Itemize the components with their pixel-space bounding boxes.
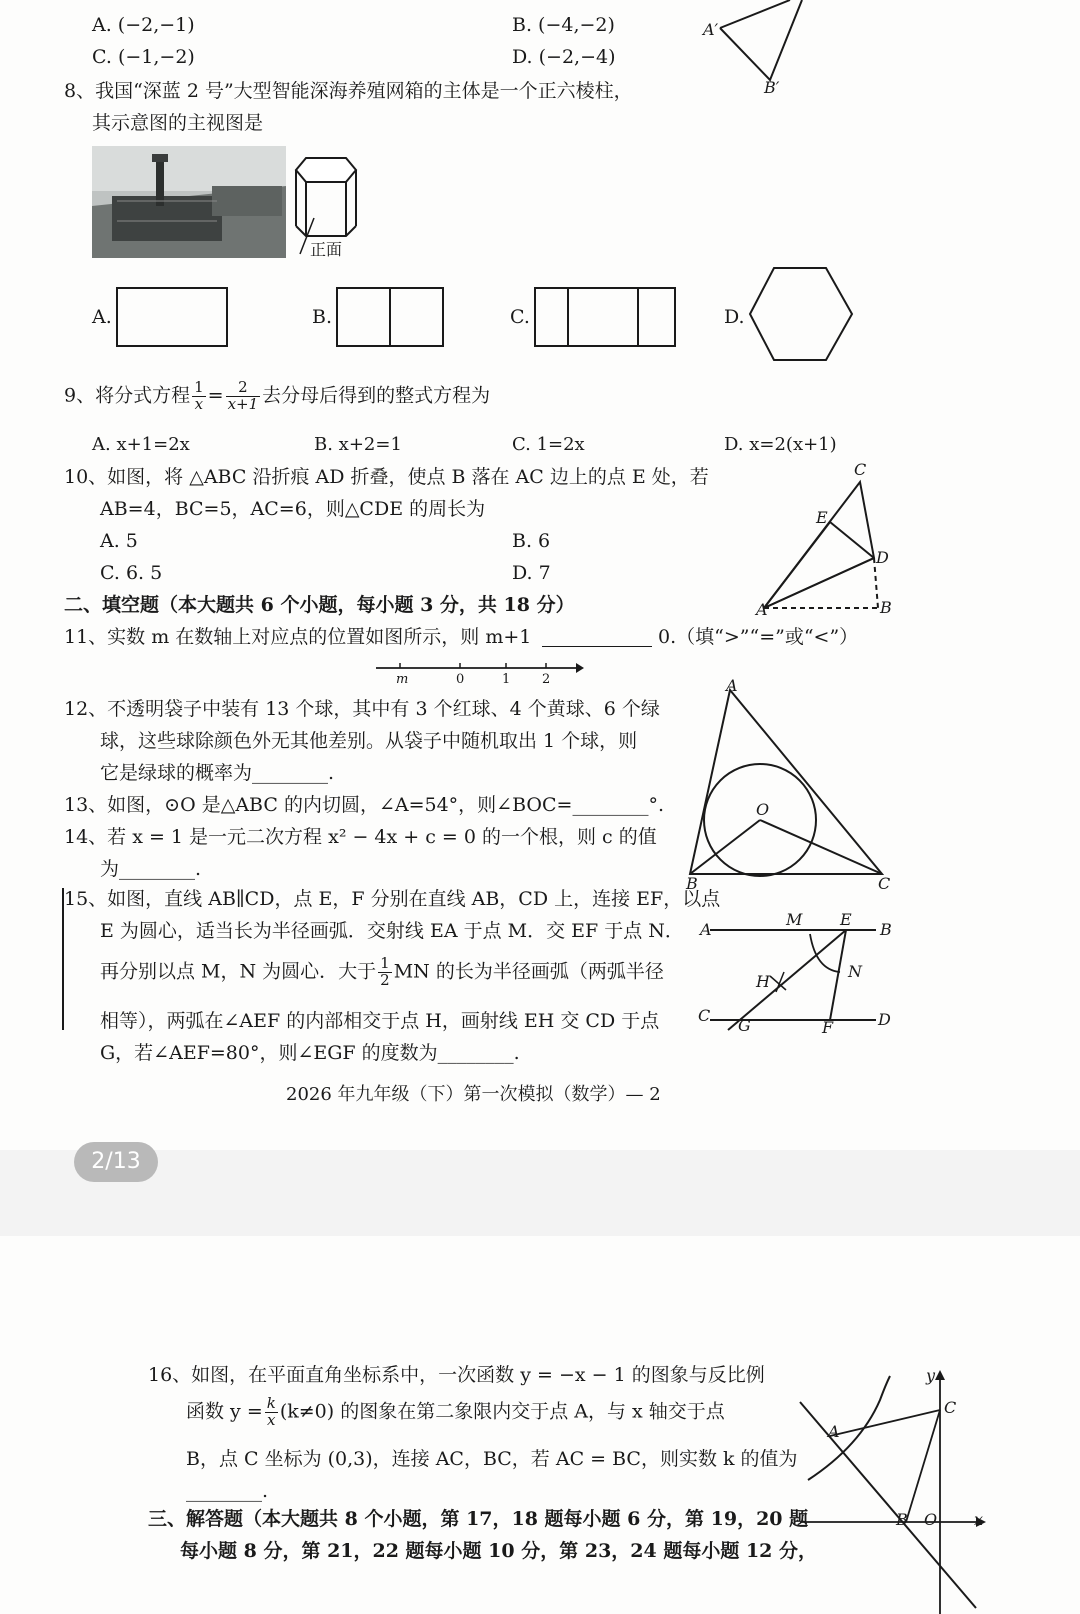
q15-frac-den: 2 <box>380 970 390 989</box>
q7-option-d: D. (−2,−4) <box>512 46 616 68</box>
q16-frac-num: k <box>266 1394 276 1412</box>
q15-text-line3 <box>100 956 664 989</box>
graph-label-a: A <box>828 1422 840 1441</box>
q14-text-line1: 14、若 x = 1 是一元二次方程 x² − 4x + c = 0 的一个根，则 c 的值 <box>64 826 657 848</box>
q11-answer-hint: 0.（填“>”“=”或“<”） <box>658 626 859 648</box>
q16-fraction-k-over-x <box>265 1396 278 1429</box>
q10-option-d: D. 7 <box>512 562 551 584</box>
incircle-label-c: C <box>878 874 891 893</box>
q10-label-c: C <box>854 460 867 479</box>
section-2-heading: 二、填空题（本大题共 6 个小题，每小题 3 分，共 18 分） <box>64 594 575 616</box>
q10-option-b: B. 6 <box>512 530 551 552</box>
q7-rotation-figure <box>690 0 830 100</box>
incircle-triangle-figure <box>684 688 894 880</box>
parallel-label-a: A <box>700 920 712 939</box>
q15-text-line2: E 为圆心，适当长为半径画弧．交射线 EA 于点 M．交 EF 于点 N． <box>100 920 684 942</box>
q9-option-d: D. x=2(x+1) <box>724 434 837 455</box>
page-indicator: 2/13 <box>74 1142 158 1182</box>
section-3-heading-line1: 三、解答题（本大题共 8 个小题，第 17，18 题每小题 6 分，第 19，20 题 <box>148 1508 809 1530</box>
q7-option-c: C. (−1,−2) <box>92 46 195 68</box>
q9-suffix: 去分母后得到的整式方程为 <box>262 384 491 407</box>
incircle-label-a: A <box>726 676 738 695</box>
q10-label-e: E <box>816 508 828 527</box>
q15-text-line1: 15、如图，直线 AB∥CD，点 E，F 分别在直线 AB，CD 上，连接 EF，以点 <box>64 888 721 910</box>
parallel-label-e: E <box>840 910 852 929</box>
q11-axis-2: 2 <box>542 672 551 687</box>
q8-option-b-figure <box>336 287 444 347</box>
q16-line2-pre: 函数 y = <box>186 1400 263 1423</box>
q10-option-a: A. 5 <box>100 530 138 552</box>
q9-text <box>64 380 490 413</box>
q15-text-line5: G，若∠AEF=80°，则∠EGF 的度数为________. <box>100 1042 520 1064</box>
q12-text-line3: 它是绿球的概率为________. <box>100 762 335 784</box>
incircle-label-b: B <box>686 874 698 893</box>
q9-option-b: B. x+2=1 <box>314 434 402 455</box>
q10-label-a: A <box>756 600 768 619</box>
graph-label-o: O <box>924 1510 938 1529</box>
q9-option-c: C. 1=2x <box>512 434 585 455</box>
q12-text-line1: 12、不透明袋子中装有 13 个球，其中有 3 个红球、4 个黄球、6 个绿 <box>64 698 660 720</box>
parallel-label-f: F <box>822 1018 834 1037</box>
q16-text-line2 <box>186 1396 725 1429</box>
q15-line3-pre: 再分别以点 M，N 为圆心．大于 <box>100 960 377 983</box>
q13-text: 13、如图，⊙O 是△ABC 的内切圆，∠A=54°，则∠BOC=________°. <box>64 794 664 816</box>
q9-fraction-left <box>192 380 206 413</box>
q10-text-line1: 10、如图，将 △ABC 沿折痕 AD 折叠，使点 B 落在 AC 边上的点 E 处，若 <box>64 466 709 488</box>
q8-text-line2: 其示意图的主视图是 <box>92 112 264 134</box>
q8-option-d-figure <box>748 266 854 362</box>
q11-blank <box>542 646 652 647</box>
parallel-label-d: D <box>878 1010 891 1029</box>
graph-label-c: C <box>944 1398 957 1417</box>
q8-option-c-figure <box>534 287 676 347</box>
q16-text-line3: B，点 C 坐标为 (0,3)，连接 AC，BC，若 AC = BC，则实数 k 的值为 <box>186 1448 798 1470</box>
parallel-label-m: M <box>786 910 803 929</box>
q8-option-d-label: D. <box>724 306 745 328</box>
q7-label-a-prime: A′ <box>703 20 719 39</box>
graph-label-b: B <box>896 1510 908 1529</box>
q16-coordinate-graph <box>800 1370 990 1614</box>
q15-line3-post: MN 的长为半径画弧（两弧半径 <box>393 960 664 983</box>
parallel-label-g: G <box>738 1016 751 1035</box>
q16-frac-den: x <box>267 1410 276 1429</box>
parallel-label-b: B <box>880 920 892 939</box>
q9-option-a: A. x+1=2x <box>92 434 190 455</box>
q9-fraction-right <box>226 380 261 413</box>
q10-label-d: D <box>876 548 889 567</box>
deep-sea-cage-photo <box>92 146 286 258</box>
q9-frac1-den: x <box>194 394 204 413</box>
q7-label-b-prime: B′ <box>764 78 780 97</box>
q9-frac2-num: 2 <box>226 380 261 397</box>
q16-text-line1: 16、如图，在平面直角坐标系中，一次函数 y = −x − 1 的图象与反比例 <box>148 1364 765 1386</box>
parallel-label-h: H <box>756 972 770 991</box>
q15-fraction-half <box>378 956 392 989</box>
parallel-label-n: N <box>848 962 862 981</box>
q14-text-line2: 为________. <box>100 858 202 880</box>
q10-label-b: B <box>880 598 892 617</box>
q11-text: 11、实数 m 在数轴上对应点的位置如图所示，则 m+1 <box>64 626 532 648</box>
incircle-label-o: O <box>756 800 770 819</box>
q10-text-line2: AB=4，BC=5，AC=6，则△CDE 的周长为 <box>100 498 486 520</box>
graph-label-y: y <box>926 1366 936 1385</box>
q7-option-b: B. (−4,−2) <box>512 14 615 36</box>
q8-text-line1: 8、我国“深蓝 2 号”大型智能深海养殖网箱的主体是一个正六棱柱， <box>64 80 633 102</box>
q9-prefix: 9、将分式方程 <box>64 384 191 407</box>
q11-axis-m: m <box>396 672 409 687</box>
page-footer: 2026 年九年级（下）第一次模拟（数学）— 2 <box>286 1084 661 1105</box>
q16-text-line4: ________. <box>186 1480 269 1502</box>
section-3-heading-line2: 每小题 8 分，第 21，22 题每小题 10 分，第 23，24 题每小题 12 分， <box>180 1540 818 1562</box>
q9-equals: = <box>207 384 224 407</box>
q11-axis-0: 0 <box>456 672 465 687</box>
q7-option-a: A. (−2,−1) <box>92 14 195 36</box>
parallel-label-c: C <box>698 1006 711 1025</box>
q8-option-c-label: C. <box>510 306 530 328</box>
q15-frac-num: 1 <box>380 954 390 972</box>
q16-line2-post: (k≠0) 的图象在第二象限内交于点 A，与 x 轴交于点 <box>279 1400 725 1423</box>
q10-option-c: C. 6. 5 <box>100 562 163 584</box>
q9-frac2-den: x+1 <box>227 394 259 413</box>
q12-text-line2: 球，这些球除颜色外无其他差别。从袋子中随机取出 1 个球，则 <box>100 730 638 752</box>
exam-page-3 <box>0 1236 1080 1614</box>
q8-option-b-label: B. <box>312 306 333 328</box>
q9-frac1-num: 1 <box>194 378 204 396</box>
q8-option-a-label: A. <box>92 306 112 328</box>
front-view-label: 正面 <box>310 240 343 259</box>
q10-triangle-figure <box>756 476 886 616</box>
q15-text-line4: 相等），两弧在∠AEF 的内部相交于点 H，画射线 EH 交 CD 于点 <box>100 1010 660 1032</box>
graph-label-x: x <box>974 1510 984 1529</box>
q8-option-a-figure <box>116 287 228 347</box>
q11-axis-1: 1 <box>502 672 511 687</box>
